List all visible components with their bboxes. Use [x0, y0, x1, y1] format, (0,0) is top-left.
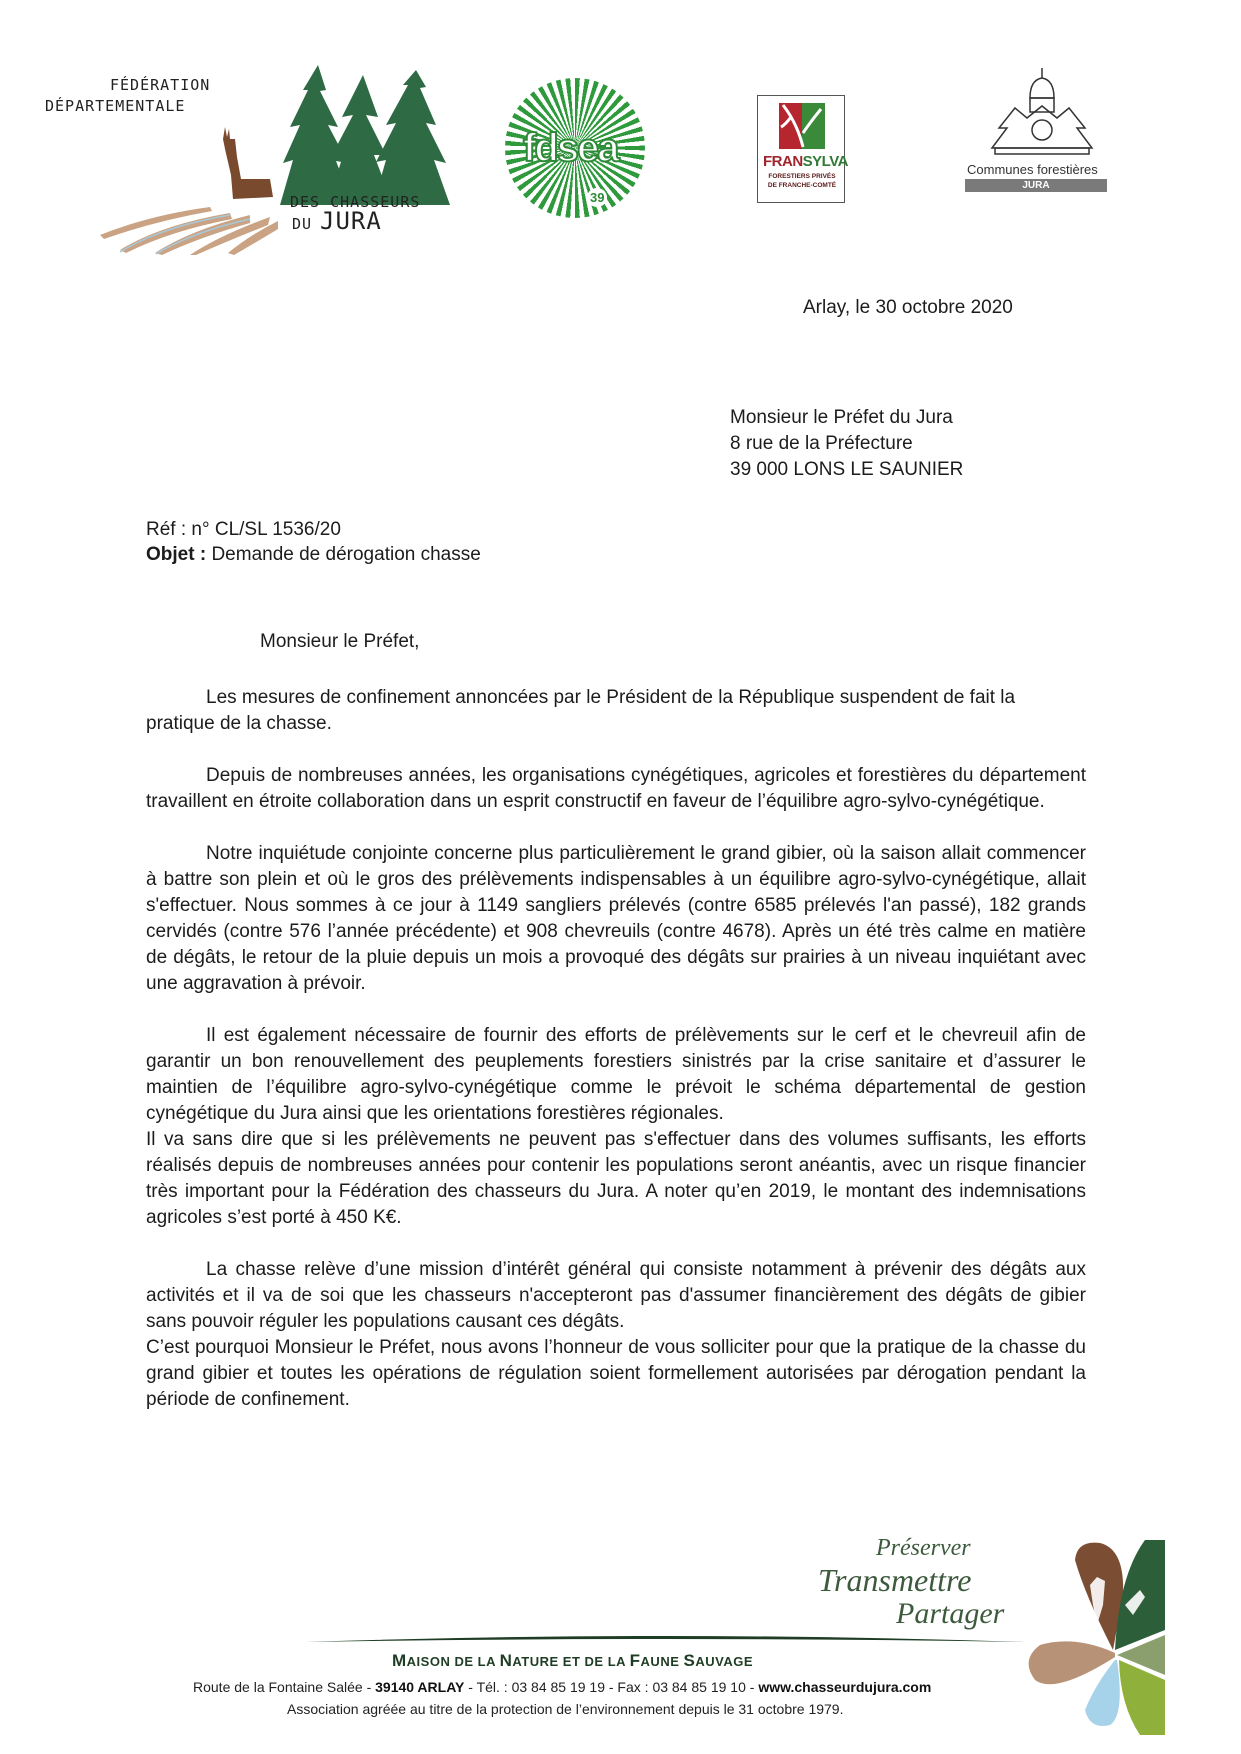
- recipient-line1: Monsieur le Préfet du Jura: [730, 407, 953, 428]
- fransylva-name-part1: FRAN: [763, 153, 803, 170]
- forest-trees-icon: [258, 55, 458, 205]
- flower-pictogram-icon: [1015, 1535, 1165, 1735]
- recipient-line2: 8 rue de la Préfecture: [730, 433, 913, 454]
- footer-divider-swoosh: [305, 1634, 1025, 1644]
- slogan-transmettre: Transmettre: [818, 1562, 972, 1598]
- subject-value: Demande de dérogation chasse: [211, 544, 481, 565]
- recipient-address: [730, 405, 963, 483]
- paragraph-4: Il est également nécessaire de fournir des efforts de prélèvements sur le cerf et le chevreuil afin de garantir un bon renouvellement des peuplements forestiers sinistrés par la crise sanitaire et d’assurer le maintien de l’équilibre agro-sylvo-cynégétique comme le prévoit le schéma départemental de gestion cynégétique du Jura ainsi que les orientations forestières régionales.: [146, 1025, 1086, 1124]
- fdc-title-line3: DES CHASSEURS: [290, 193, 421, 211]
- fdc-title-line4-prefix: DU: [292, 215, 313, 233]
- title-rest-4: AUVAGE: [695, 1654, 753, 1669]
- footer-phone-fax: - Tél. : 03 84 85 19 19 - Fax : 03 84 85 19 10 -: [464, 1679, 759, 1695]
- fransylva-sub1: FORESTIERS PRIVÉS: [768, 173, 836, 180]
- slogan-partager: Partager: [896, 1597, 1005, 1630]
- title-cap-2: N: [499, 1651, 513, 1670]
- reference-label: Réf :: [146, 519, 187, 540]
- paragraph-5: Il va sans dire que si les prélèvements ne peuvent pas s'effectuer dans des volumes suffisants, les efforts réalisés depuis de nombreuses années pour contenir les populations seront anéantis, avec un risque financier très important pour la Fédération des chasseurs du Jura. A noter qu’en 2019, le montant des indemnisations agricoles s’est porté à 450 K€.: [146, 1129, 1086, 1228]
- fransylva-sub2: DE FRANCHE-COMTÉ: [767, 182, 837, 189]
- paragraph-3: Notre inquiétude conjointe concerne plus particulièrement le grand gibier, où la saison allait commencer à battre son plein et où le gros des prélèvements indispensables à un équilibre agro-sylvo-cynégétique, allait s'effectuer. Nous sommes à ce jour à 1149 sangliers prélevés (contre 6585 prélevés l'an passé), 182 grands cervidés (contre 576 l’année précédente) et 908 chevreuils (contre 4678). Après un été très calme en matière de dégâts, le retour de la pluie depuis un mois a provoqué des dégâts sur prairies à un niveau inquiétant avec une aggravation à prévoir.: [146, 843, 1086, 994]
- footer-address: [193, 1679, 931, 1695]
- fdc-title-line4-main: JURA: [320, 207, 382, 235]
- logo-fdsea: [505, 78, 645, 218]
- fdsea-name: fdsea: [523, 126, 618, 170]
- logo-communes-forestieres: [965, 68, 1115, 203]
- footer-website-link[interactable]: www.chasseurdujura.com: [758, 1679, 932, 1695]
- fdc-title-line2: DÉPARTEMENTALE: [45, 97, 186, 115]
- fdsea-number: 39: [587, 188, 607, 207]
- deer-icon: [215, 127, 275, 202]
- reference-value: n° CL/SL 1536/20: [191, 519, 341, 540]
- footer-accreditation: Association agréée au titre de la protection de l’environnement depuis le 31 octobre 1979.: [287, 1701, 844, 1717]
- title-rest-1: AISON DE LA: [406, 1654, 500, 1669]
- title-cap-1: M: [392, 1651, 407, 1670]
- title-rest-2: ATURE ET DE LA: [512, 1654, 630, 1669]
- place-date: Arlay, le 30 octobre 2020: [803, 297, 1013, 318]
- slogan-preserver: Préserver: [876, 1535, 971, 1561]
- salutation: Monsieur le Préfet,: [260, 631, 420, 652]
- communes-forestieres-region: JURA: [965, 179, 1107, 192]
- recipient-line3: 39 000 LONS LE SAUNIER: [730, 459, 964, 480]
- subject: [146, 543, 481, 567]
- title-cap-3: F: [629, 1651, 641, 1670]
- town-hall-trees-icon: [987, 68, 1097, 158]
- fransylva-name-part2: SYLVA: [802, 153, 848, 170]
- letter-body: [146, 685, 1086, 1413]
- footer-street: Route de la Fontaine Salée -: [193, 1679, 376, 1695]
- logo-fdc-jura: [40, 55, 470, 245]
- fdc-title-line1: FÉDÉRATION: [110, 76, 211, 94]
- fransylva-name: [763, 153, 848, 170]
- title-rest-3: AUNE: [640, 1654, 684, 1669]
- subject-label: Objet :: [146, 544, 207, 565]
- field-stripes-icon: [100, 195, 280, 255]
- fransylva-emblem-icon: [779, 103, 825, 149]
- reference: [146, 518, 341, 542]
- logo-fransylva: [757, 95, 847, 205]
- communes-forestieres-name: Communes forestières: [967, 162, 1098, 177]
- paragraph-7: C’est pourquoi Monsieur le Préfet, nous avons l’honneur de vous solliciter pour que la pratique de la chasse du grand gibier et toutes les opérations de régulation soient formellement autorisées par dérogation pendant la période de confinement.: [146, 1337, 1086, 1410]
- title-cap-4: S: [683, 1651, 696, 1670]
- paragraph-2: Depuis de nombreuses années, les organisations cynégétiques, agricoles et forestières du département travaillent en étroite collaboration dans un esprit constructif en faveur de l’équilibre agro-sylvo-cynégétique.: [146, 765, 1086, 812]
- footer-city: 39140 ARLAY: [375, 1679, 465, 1695]
- paragraph-1: Les mesures de confinement annoncées par le Président de la République suspendent de fait la pratique de la chasse.: [146, 687, 1016, 734]
- footer-organization-title: [392, 1651, 753, 1671]
- paragraph-6: La chasse relève d’une mission d’intérêt général qui consiste notamment à prévenir des dégâts aux activités et il va de soi que les chasseurs n'accepteront pas d'assumer financièrement des dégâts de gibier sans pouvoir réguler les populations causant ces dégâts.: [146, 1259, 1086, 1332]
